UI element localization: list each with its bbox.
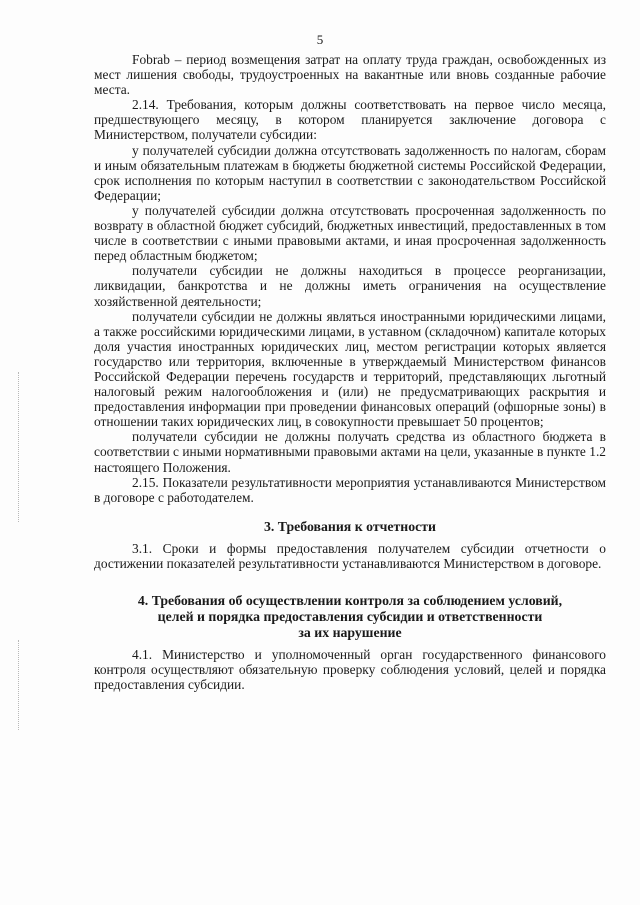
page-number: 5	[316, 32, 324, 47]
paragraph-tax-debt: у получателей субсидии должна отсутствовать задолженность по налогам, сборам и иным обязательным платежам в бюджеты бюджетной системы Российской Федерации, срок исполнения по которым наступил в соответствии с законодательством Российской Федерации;	[94, 142, 606, 203]
section-4-heading	[94, 593, 606, 641]
paragraph-other-funds: получатели субсидии не должны получать средства из областного бюджета в соответствии с иными нормативными правовыми актами на цели, указанные в пункте 1.2 настоящего Положения.	[94, 429, 606, 475]
paragraph-foreign-entities: получатели субсидии не должны являться иностранными юридическими лицами, а также российскими юридическими лицами, в уставном (складочном) капитале которых доля участия иностранных юридических лиц, местом регистрации которых является государство или территория, включенные в утверждаемый Министерством финансов Российской Федерации перечень государств и территорий, представляющих льготный налоговый режим налогообложения и (или) не предусматривающих раскрытия и предоставления информации при проведении финансовых операций (офшорные зоны) в отношении таких юридических лиц, в совокупности превышает 50 процентов;	[94, 308, 606, 430]
paragraph-2-14: 2.14. Требования, которым должны соответствовать на первое число месяца, предшествующего месяцу, в котором планируется заключение договора с Министерством, получатели субсидии:	[94, 97, 606, 143]
paragraph-3-1: 3.1. Сроки и формы предоставления получателем субсидии отчетности о достижении показателей результативности устанавливаются Министерством в договоре.	[94, 540, 606, 571]
paragraph-reorganization: получатели субсидии не должны находиться в процессе реорганизации, ликвидации, банкротства и не должны иметь ограничения на осуществление хозяйственной деятельности;	[94, 263, 606, 309]
paragraph-4-1: 4.1. Министерство и уполномоченный орган государственного финансового контроля осуществляют обязательную проверку соблюдения условий, целей и порядка предоставления субсидии.	[94, 647, 606, 693]
section-4-heading-line: 4. Требования об осуществлении контроля за соблюдением условий,	[137, 593, 563, 608]
section-4-heading-line: за их нарушение	[298, 625, 402, 640]
paragraph-overdue-debt: у получателей субсидии должна отсутствовать просроченная задолженность по возврату в областной бюджет субсидий, бюджетных инвестиций, предоставленных в том числе в соответствии с иными правовыми актами, и иная просроченная задолженность перед областным бюджетом;	[94, 202, 606, 264]
paragraph-2-15: 2.15. Показатели результативности мероприятия устанавливаются Министерством в договоре с работодателем.	[94, 474, 606, 505]
margin-scan-mark	[18, 640, 20, 730]
paragraph-fobrab: Fobrab – период возмещения затрат на оплату труда граждан, освобожденных из мест лишения свободы, трудоустроенных на вакантные или вновь созданные рабочие места.	[94, 52, 606, 98]
margin-scan-mark	[18, 372, 20, 522]
section-4-heading-line: целей и порядка предоставления субсидии и ответственности	[157, 609, 543, 624]
document-body	[94, 52, 606, 692]
section-3-heading: 3. Требования к отчетности	[264, 518, 436, 534]
